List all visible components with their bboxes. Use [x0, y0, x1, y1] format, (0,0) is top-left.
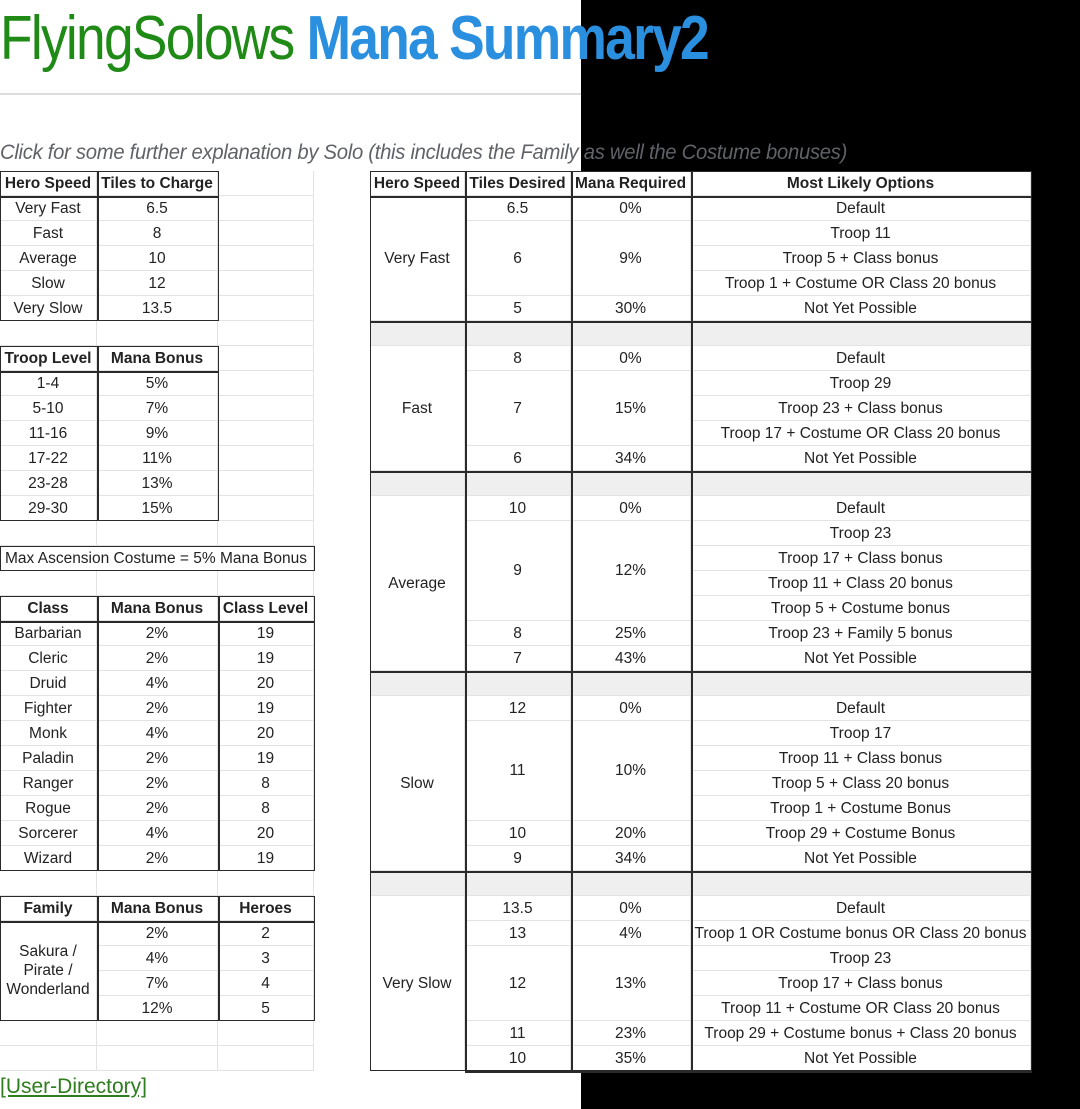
- header-options-col-2: Mana Required: [571, 171, 691, 196]
- tiles-desired: 9: [465, 846, 571, 871]
- empty-cell: [218, 396, 314, 421]
- tiles-desired: 12: [465, 946, 571, 1021]
- class-level: 8: [218, 771, 314, 796]
- empty-cell: [218, 246, 314, 271]
- option-text: Troop 17 + Class bonus: [691, 971, 1031, 996]
- class-level: 8: [218, 796, 314, 821]
- family-heroes: 2: [218, 921, 314, 946]
- troop-level-range: 23-28: [0, 471, 97, 496]
- class-mana-bonus: 2%: [97, 796, 218, 821]
- spacer-cell: [571, 871, 691, 896]
- header-family-col-2: Heroes: [218, 896, 314, 921]
- hero-speed-name: Fast: [0, 221, 97, 246]
- tiles-to-charge-value: 10: [97, 246, 218, 271]
- spacer-cell: [571, 671, 691, 696]
- mana-required: 0%: [571, 496, 691, 521]
- class-name: Paladin: [0, 746, 97, 771]
- troop-mana-bonus: 5%: [97, 371, 218, 396]
- option-text: Troop 23 + Family 5 bonus: [691, 621, 1031, 646]
- options-hero-speed: Fast: [370, 346, 465, 471]
- empty-cell: [0, 1046, 97, 1071]
- class-mana-bonus: 4%: [97, 721, 218, 746]
- spacer-cell: [370, 321, 465, 346]
- option-text: Troop 5 + Class bonus: [691, 246, 1031, 271]
- option-text: Troop 1 + Costume OR Class 20 bonus: [691, 271, 1031, 296]
- option-text: Not Yet Possible: [691, 1046, 1031, 1071]
- header-class-col-1: Mana Bonus: [97, 596, 218, 621]
- option-text: Troop 11: [691, 221, 1031, 246]
- tiles-desired: 13: [465, 921, 571, 946]
- empty-cell: [218, 371, 314, 396]
- spacer-cell: [465, 321, 571, 346]
- option-text: Troop 23: [691, 521, 1031, 546]
- spacer-cell: [370, 671, 465, 696]
- option-text: Troop 5 + Class 20 bonus: [691, 771, 1031, 796]
- spacer-cell: [465, 871, 571, 896]
- tiles-desired: 6: [465, 446, 571, 471]
- mana-required: 13%: [571, 946, 691, 1021]
- mana-required: 4%: [571, 921, 691, 946]
- class-level: 19: [218, 646, 314, 671]
- mana-required: 10%: [571, 721, 691, 821]
- class-mana-bonus: 4%: [97, 671, 218, 696]
- troop-level-range: 1-4: [0, 371, 97, 396]
- tiles-desired: 13.5: [465, 896, 571, 921]
- class-name: Ranger: [0, 771, 97, 796]
- costume-note: Max Ascension Costume = 5% Mana Bonus: [0, 546, 314, 571]
- tiles-desired: 12: [465, 696, 571, 721]
- empty-cell: [0, 321, 97, 346]
- header-options-col-1: Tiles Desired: [465, 171, 571, 196]
- tiles-to-charge-value: 13.5: [97, 296, 218, 321]
- spacer-cell: [691, 471, 1031, 496]
- title-green: FlyingSolows: [0, 4, 294, 73]
- class-mana-bonus: 2%: [97, 646, 218, 671]
- header-family-col-1: Mana Bonus: [97, 896, 218, 921]
- header-family-col-0: Family: [0, 896, 97, 921]
- mana-required: 0%: [571, 196, 691, 221]
- title-divider: [0, 93, 581, 95]
- empty-cell: [218, 571, 314, 596]
- mana-required: 0%: [571, 346, 691, 371]
- empty-cell: [218, 871, 314, 896]
- option-text: Troop 29: [691, 371, 1031, 396]
- class-name: Barbarian: [0, 621, 97, 646]
- troop-mana-bonus: 7%: [97, 396, 218, 421]
- mana-required: 23%: [571, 1021, 691, 1046]
- empty-cell: [218, 296, 314, 321]
- option-text: Not Yet Possible: [691, 646, 1031, 671]
- option-text: Troop 17: [691, 721, 1031, 746]
- empty-cell: [97, 1046, 218, 1071]
- tiles-to-charge-value: 6.5: [97, 196, 218, 221]
- spacer-cell: [370, 471, 465, 496]
- troop-mana-bonus: 9%: [97, 421, 218, 446]
- mana-required: 0%: [571, 696, 691, 721]
- tiles-desired: 10: [465, 821, 571, 846]
- class-level: 19: [218, 846, 314, 871]
- class-mana-bonus: 2%: [97, 771, 218, 796]
- spacer-cell: [465, 471, 571, 496]
- troop-mana-bonus: 11%: [97, 446, 218, 471]
- header-mana-bonus: Mana Bonus: [97, 346, 218, 371]
- tiles-desired: 6.5: [465, 196, 571, 221]
- troop-level-range: 17-22: [0, 446, 97, 471]
- hero-speed-name: Very Slow: [0, 296, 97, 321]
- header-hero-speed: Hero Speed: [0, 171, 97, 196]
- hero-speed-name: Average: [0, 246, 97, 271]
- tiles-desired: 10: [465, 496, 571, 521]
- tiles-desired: 11: [465, 1021, 571, 1046]
- empty-cell: [0, 521, 97, 546]
- option-text: Troop 29 + Costume bonus + Class 20 bonus: [691, 1021, 1031, 1046]
- spreadsheet-image: [0, 171, 1031, 1071]
- spacer-cell: [370, 871, 465, 896]
- tiles-desired: 10: [465, 1046, 571, 1071]
- family-name: Sakura / Pirate / Wonderland: [0, 921, 97, 1021]
- option-text: Not Yet Possible: [691, 296, 1031, 321]
- empty-cell: [218, 471, 314, 496]
- family-mana-bonus: 4%: [97, 946, 218, 971]
- tiles-desired: 6: [465, 221, 571, 296]
- empty-cell: [0, 571, 97, 596]
- hero-speed-name: Slow: [0, 271, 97, 296]
- mana-required: 0%: [571, 896, 691, 921]
- option-text: Troop 11 + Class 20 bonus: [691, 571, 1031, 596]
- empty-cell: [218, 171, 314, 196]
- spacer-cell: [691, 321, 1031, 346]
- spacer-cell: [691, 871, 1031, 896]
- empty-cell: [0, 871, 97, 896]
- header-troop-level: Troop Level: [0, 346, 97, 371]
- tiles-desired: 8: [465, 621, 571, 646]
- options-hero-speed: Very Fast: [370, 196, 465, 321]
- mana-required: 30%: [571, 296, 691, 321]
- empty-cell: [0, 1021, 97, 1046]
- family-mana-bonus: 2%: [97, 921, 218, 946]
- empty-cell: [97, 571, 218, 596]
- tiles-desired: 11: [465, 721, 571, 821]
- option-text: Troop 11 + Class bonus: [691, 746, 1031, 771]
- page-title: [0, 0, 708, 85]
- empty-cell: [218, 346, 314, 371]
- class-mana-bonus: 2%: [97, 846, 218, 871]
- tiles-desired: 7: [465, 646, 571, 671]
- class-mana-bonus: 2%: [97, 746, 218, 771]
- mana-required: 9%: [571, 221, 691, 296]
- class-mana-bonus: 2%: [97, 621, 218, 646]
- option-text: Not Yet Possible: [691, 446, 1031, 471]
- family-heroes: 4: [218, 971, 314, 996]
- tiles-to-charge-value: 12: [97, 271, 218, 296]
- empty-cell: [218, 321, 314, 346]
- options-hero-speed: Very Slow: [370, 896, 465, 1071]
- spacer-cell: [571, 471, 691, 496]
- option-text: Troop 23 + Class bonus: [691, 396, 1031, 421]
- class-name: Monk: [0, 721, 97, 746]
- option-text: Not Yet Possible: [691, 846, 1031, 871]
- option-text: Troop 17 + Class bonus: [691, 546, 1031, 571]
- hero-speed-name: Very Fast: [0, 196, 97, 221]
- empty-cell: [97, 1021, 218, 1046]
- class-mana-bonus: 4%: [97, 821, 218, 846]
- header-tiles-to-charge: Tiles to Charge: [97, 171, 218, 196]
- empty-cell: [218, 521, 314, 546]
- empty-cell: [218, 446, 314, 471]
- empty-cell: [218, 1021, 314, 1046]
- class-name: Sorcerer: [0, 821, 97, 846]
- troop-mana-bonus: 15%: [97, 496, 218, 521]
- user-directory-link[interactable]: [User-Directory]: [0, 1075, 148, 1098]
- class-name: Cleric: [0, 646, 97, 671]
- option-text: Troop 29 + Costume Bonus: [691, 821, 1031, 846]
- class-level: 19: [218, 746, 314, 771]
- option-text: Troop 17 + Costume OR Class 20 bonus: [691, 421, 1031, 446]
- option-text: Default: [691, 696, 1031, 721]
- family-mana-bonus: 12%: [97, 996, 218, 1021]
- mana-required: 43%: [571, 646, 691, 671]
- troop-level-range: 11-16: [0, 421, 97, 446]
- class-name: Wizard: [0, 846, 97, 871]
- spacer-cell: [465, 671, 571, 696]
- class-level: 19: [218, 621, 314, 646]
- header-class-col-2: Class Level: [218, 596, 314, 621]
- option-text: Troop 5 + Costume bonus: [691, 596, 1031, 621]
- option-text: Troop 1 + Costume Bonus: [691, 796, 1031, 821]
- mana-required: 35%: [571, 1046, 691, 1071]
- empty-cell: [218, 1046, 314, 1071]
- empty-cell: [218, 271, 314, 296]
- mana-required: 15%: [571, 371, 691, 446]
- class-level: 19: [218, 696, 314, 721]
- class-name: Fighter: [0, 696, 97, 721]
- mana-required: 25%: [571, 621, 691, 646]
- class-level: 20: [218, 671, 314, 696]
- option-text: Default: [691, 346, 1031, 371]
- option-text: Default: [691, 196, 1031, 221]
- empty-cell: [97, 521, 218, 546]
- option-text: Troop 1 OR Costume bonus OR Class 20 bonus: [691, 921, 1031, 946]
- empty-cell: [97, 871, 218, 896]
- class-level: 20: [218, 821, 314, 846]
- tiles-desired: 9: [465, 521, 571, 621]
- option-text: Troop 23: [691, 946, 1031, 971]
- options-hero-speed: Slow: [370, 696, 465, 871]
- header-options-col-0: Hero Speed: [370, 171, 465, 196]
- class-mana-bonus: 2%: [97, 696, 218, 721]
- tiles-desired: 5: [465, 296, 571, 321]
- mana-required: 12%: [571, 521, 691, 621]
- mana-required: 20%: [571, 821, 691, 846]
- explanation-link[interactable]: Click for some further explanation by Solo (this includes the Family as well the Costume bonuses): [0, 141, 848, 164]
- options-hero-speed: Average: [370, 496, 465, 671]
- class-name: Rogue: [0, 796, 97, 821]
- class-name: Druid: [0, 671, 97, 696]
- empty-cell: [218, 496, 314, 521]
- option-text: Default: [691, 896, 1031, 921]
- class-level: 20: [218, 721, 314, 746]
- option-text: Troop 11 + Costume OR Class 20 bonus: [691, 996, 1031, 1021]
- spacer-cell: [571, 321, 691, 346]
- empty-cell: [218, 421, 314, 446]
- troop-level-range: 5-10: [0, 396, 97, 421]
- family-mana-bonus: 7%: [97, 971, 218, 996]
- troop-level-range: 29-30: [0, 496, 97, 521]
- header-class-col-0: Class: [0, 596, 97, 621]
- family-heroes: 5: [218, 996, 314, 1021]
- header-options-col-3: Most Likely Options: [691, 171, 1031, 196]
- empty-cell: [97, 321, 218, 346]
- troop-mana-bonus: 13%: [97, 471, 218, 496]
- tiles-desired: 8: [465, 346, 571, 371]
- title-blue: Mana Summary2: [306, 4, 708, 73]
- tiles-to-charge-value: 8: [97, 221, 218, 246]
- spacer-cell: [691, 671, 1031, 696]
- option-text: Default: [691, 496, 1031, 521]
- mana-required: 34%: [571, 846, 691, 871]
- empty-cell: [218, 196, 314, 221]
- mana-required: 34%: [571, 446, 691, 471]
- tiles-desired: 7: [465, 371, 571, 446]
- family-heroes: 3: [218, 946, 314, 971]
- empty-cell: [218, 221, 314, 246]
